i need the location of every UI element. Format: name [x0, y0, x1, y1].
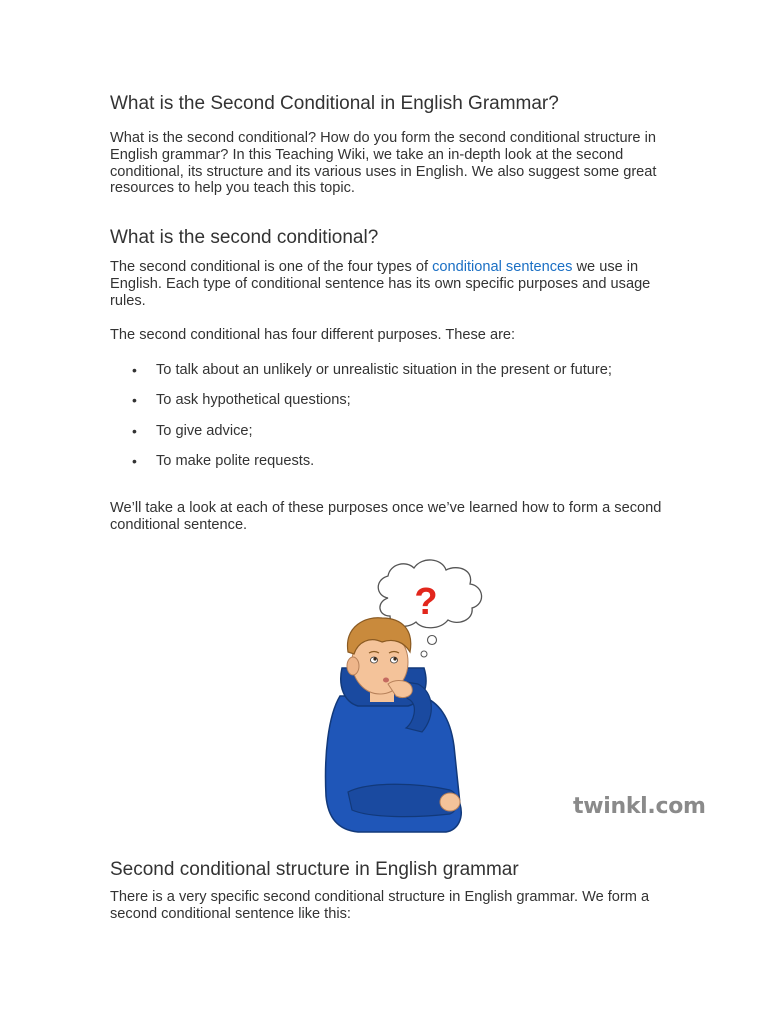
list-item — [110, 362, 630, 379]
bullet-icon: • — [132, 422, 137, 439]
page-title: What is the Second Conditional in English Grammar? — [110, 93, 559, 114]
definition-text-start: The second conditional is one of the four types of — [110, 259, 433, 275]
bullet-icon: • — [132, 452, 137, 469]
list-item-text: To give advice; — [156, 422, 253, 439]
section-heading-structure: Second conditional structure in English grammar — [110, 859, 519, 880]
list-item-text: To make polite requests. — [156, 452, 315, 469]
followup-paragraph: We’ll take a look at each of these purposes once we’ve learned how to form a second conditional sentence. — [110, 500, 662, 533]
list-item-text: To ask hypothetical questions; — [156, 392, 351, 409]
conditional-sentences-link[interactable]: conditional sentences — [432, 259, 573, 275]
intro-paragraph: What is the second conditional? How do you form the second conditional structure in English grammar? In this Teaching Wiki, we take an in-depth look at the second conditional, its structure and its various uses in English. We also suggest some great resources to help you teach this topic. — [110, 130, 657, 197]
list-item — [110, 423, 630, 440]
bullet-icon: • — [132, 362, 137, 378]
list-item-text: To talk about an unlikely or unrealistic situation in the present or future; — [156, 362, 612, 378]
boy-figure — [326, 618, 462, 832]
question-mark-icon: ? — [414, 581, 438, 623]
structure-paragraph: There is a very specific second conditional structure in English grammar. We form a second conditional sentence like this: — [110, 889, 650, 922]
twinkl-watermark: twinkl.com — [573, 794, 706, 819]
thinking-boy-illustration — [318, 556, 518, 836]
purposes-list — [110, 362, 630, 483]
list-item — [110, 453, 630, 470]
definition-paragraph — [110, 259, 670, 309]
definition-text-end: we use in English. Each type of conditional sentence has its own specific purposes and usage rules. — [110, 259, 651, 309]
bullet-icon: • — [132, 392, 137, 409]
list-item — [110, 392, 630, 409]
purposes-intro: The second conditional has four different purposes. These are: — [110, 327, 516, 343]
section-heading-what-is: What is the second conditional? — [110, 227, 379, 248]
